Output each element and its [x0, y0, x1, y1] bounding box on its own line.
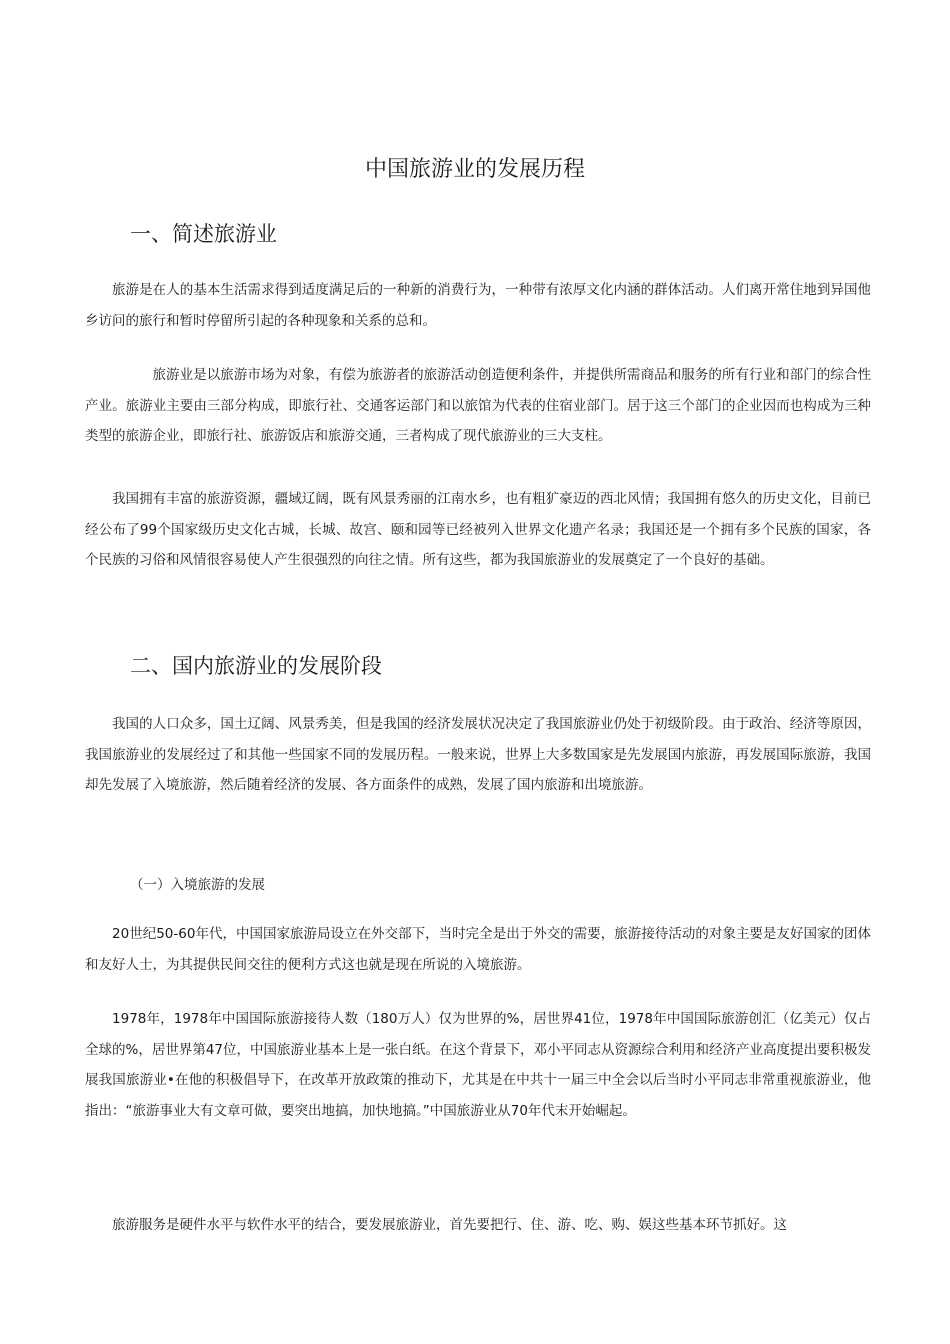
section-heading-2: 二、国内旅游业的发展阶段 — [130, 654, 382, 678]
paragraph: 1978年，1978年中国国际旅游接待人数（180万人）仅为世界的%，居世界41位，1978年中国国际旅游创汇（亿美元）仅占全球的%，居世界第47位，中国旅游业基本上是一张白纸。在这个背景下，邓小平同志从资源综合利用和经济产业高度提出要积极发展我国旅游业•在他的积极倡导下，在改革开放政策的推动下，尤其是在中共十一届三中全会以后当时小平同志非常重视旅游业，他指出：“旅游事业大有文章可做，要突出地搞，加快地搞。”中国旅游业从70年代末开始崛起。 — [85, 1011, 872, 1119]
paragraph: 20世纪50-60年代，中国国家旅游局设立在外交部下，当时完全是出于外交的需要，旅游接待活动的对象主要是友好国家的团体和友好人士，为其提供民间交往的便利方式这也就是现在所说的入境旅游。 — [85, 926, 871, 973]
paragraph: 旅游是在人的基本生活需求得到适度满足后的一种新的消费行为，一种带有浓厚文化内涵的群体活动。人们离开常住地到异国他乡访问的旅行和暂时停留所引起的各种现象和关系的总和。 — [85, 282, 871, 329]
subsection-heading: （一）入境旅游的发展 — [130, 877, 265, 893]
paragraph: 我国拥有丰富的旅游资源，疆域辽阔，既有风景秀丽的江南水乡，也有粗犷豪迈的西北风情；我国拥有悠久的历史文化，目前已经公布了99个国家级历史文化古城，长城、故宫、颐和园等已经被列入世界文化遗产名录；我国还是一个拥有多个民族的国家，各个民族的习俗和风情很容易使人产生很强烈的向往之情。所有这些，都为我国旅游业的发展奠定了一个良好的基础。 — [85, 491, 871, 568]
paragraph: 我国的人口众多，国土辽阔、风景秀美，但是我国的经济发展状况决定了我国旅游业仍处于初级阶段。由于政治、经济等原因，我国旅游业的发展经过了和其他一些国家不同的发展历程。一般来说，世界上大多数国家是先发展国内旅游，再发展国际旅游，我国却先发展了入境旅游，然后随着经济的发展、各方面条件的成熟，发展了国内旅游和出境旅游。 — [85, 716, 871, 793]
paragraph: 旅游业是以旅游市场为对象，有偿为旅游者的旅游活动创造便利条件，并提供所需商品和服务的所有行业和部门的综合性产业。旅游业主要由三部分构成，即旅行社、交通客运部门和以旅馆为代表的住宿业部门。居于这三个部门的企业因而也构成为三种类型的旅游企业，即旅行社、旅游饭店和旅游交通，三者构成了现代旅游业的三大支柱。 — [85, 367, 871, 444]
document-title: 中国旅游业的发展历程 — [364, 157, 585, 182]
section-heading-1: 一、简述旅游业 — [130, 222, 277, 246]
paragraph: 旅游服务是硬件水平与软件水平的结合，要发展旅游业，首先要把行、住、游、吃、购、娱这些基本环节抓好。这 — [112, 1217, 787, 1233]
